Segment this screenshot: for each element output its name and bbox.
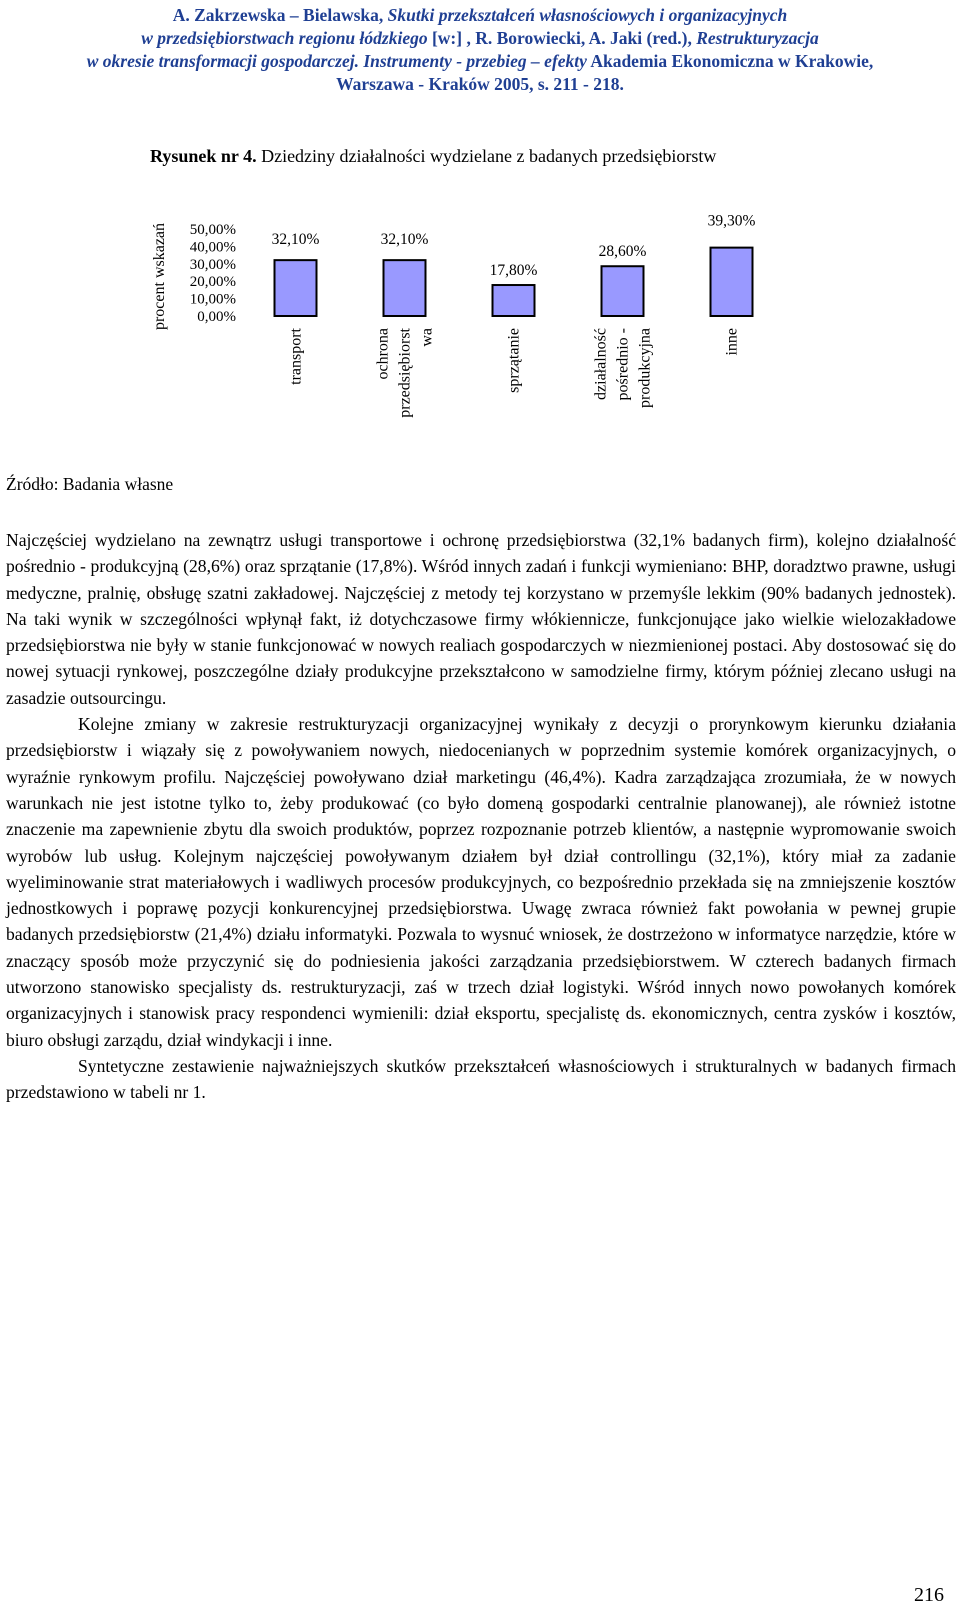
bar-chart <box>140 205 780 445</box>
x-tick-label: pośrednio - <box>614 328 632 401</box>
data-label: 28,60% <box>598 243 647 261</box>
y-tick-label: 30,00% <box>189 256 236 273</box>
x-tick-label: transport <box>287 328 305 385</box>
paragraph: Najczęściej wydzielano na zewnątrz usługi transportowe i ochronę przedsiębiorstwa (32,1% badanych firm), kolejno działalność pośrednio - produkcyjną (28,6%) oraz sprzątanie (17,8%). Wśród innych zadań i funkcji wymieniano: BHP, doradztwo prawne, usługi medyczne, pralnię, obsługę szatni zakładowej. Najczęściej z metody tej korzystano w przemyśle lekkim (90% badanych jednostek). Na taki wynik w szczególności wpłynął fakt, iż dotychczasowe firmy włókiennicze, funkcjonujące jako wielkie wielozakładowe przedsiębiorstwa nie były w stanie funkcjonować w nowych realiach gospodarczych w niezmienionej postaci. Aby dostosować się do nowej sytuacji rynkowej, poszczególne działy produkcyjne przekształcono w samodzielne firmy, którym później zlecano usługi na zasadzie outsourcingu. <box>6 530 956 708</box>
data-label: 32,10% <box>271 231 320 249</box>
citation-line-2: w przedsiębiorstwach regionu łódzkiego [w:] , R. Borowiecki, A. Jaki (red.), Restrukturyzacja <box>141 28 819 48</box>
citation-line-4: Warszawa - Kraków 2005, s. 211 - 218. <box>336 74 624 94</box>
bar <box>493 285 535 316</box>
y-tick-label: 0,00% <box>197 309 236 325</box>
citation-line-3: w okresie transformacji gospodarczej. Instrumenty - przebieg – efekty Akademia Ekonomiczna w Krakowie, <box>86 51 874 71</box>
y-tick-label: 10,00% <box>189 291 236 308</box>
figure-title: Dziedziny działalności wydzielane z badanych przedsiębiorstw <box>256 146 717 166</box>
bar <box>602 266 644 316</box>
bar <box>384 260 426 316</box>
bar <box>275 260 317 316</box>
x-tick-label: działalność <box>592 328 610 400</box>
body-text <box>6 527 956 1106</box>
x-tick-label: produkcyjna <box>636 328 654 408</box>
y-tick-label: 20,00% <box>189 274 236 291</box>
y-axis-label: procent wskazań <box>151 222 168 331</box>
source-note: Źródło: Badania własne <box>6 474 174 494</box>
x-tick-label: przedsiębiorst <box>396 328 414 418</box>
paragraph: Kolejne zmiany w zakresie restrukturyzacji organizacyjnej wynikały z decyzji o prorynkowym kierunku działania przedsiębiorstw i wiązały się z powoływaniem nowych, niedocenianych w poprzednim systemie komórek organizacyjnych, o wyraźnie rynkowym profilu. Najczęściej powoływano dział marketingu (46,4%). Kadra zarządzająca zrozumiała, że w nowych warunkach nie jest istotne tylko to, żeby produkować (co było domeną gospodarki centralnie planowanej), ale również istotne znaczenie ma zapewnienie zbytu dla swoich produktów, poprzez rozpoznanie potrzeb klientów, a następnie wypromowanie swoich wyrobów lub usług. Kolejnym najczęściej powoływanym działem był dział controllingu (32,1%), który miał za zadanie wyeliminowanie strat materiałowych i wadliwych procesów produkcyjnych, co bezpośrednio przekłada się na zmniejszenie kosztów jednostkowych i poprawę pozycji konkurencyjnej przedsiębiorstwa. Uwagę zwraca również fakt powołania w pewnej grupie badanych przedsiębiorstw (21,4%) działu informatyki. Pozwala to wysnuć wniosek, że dostrzeżono w informatyce narzędzie, które w znaczący sposób może przyczynić się do podniesienia jakości zarządzania przedsiębiorstwem. W czterech badanych firmach utworzono stanowisko specjalisty ds. restrukturyzacji, zaś w trzech dział logistyki. Wśród innych nowo powołanych komórek organizacyjnych i stanowisk pracy respondenci wymienili: dział eksportu, specjalistę ds. ekonomicznych, centra zysków i kosztów, biuro obsługi zarządu, dział windykacji i inne. <box>6 714 956 1050</box>
x-tick-label: sprzątanie <box>505 328 523 393</box>
x-tick-label: ochrona <box>374 328 392 380</box>
y-tick-label: 50,00% <box>189 222 236 238</box>
x-tick-label: inne <box>723 328 741 356</box>
bar <box>711 248 753 316</box>
page-number: 216 <box>914 1584 944 1606</box>
paragraph: Syntetyczne zestawienie najważniejszych skutków przekształceń własnościowych i strukturalnych w badanych firmach przedstawiono w tabeli nr 1. <box>6 1055 956 1103</box>
data-label: 32,10% <box>380 231 429 249</box>
x-tick-label: wa <box>418 328 436 347</box>
figure-label: Rysunek nr 4. <box>150 146 257 166</box>
y-tick-label: 40,00% <box>189 239 236 256</box>
citation-line-1: A. Zakrzewska – Bielawska, Skutki przekształceń własnościowych i organizacyjnych <box>172 5 788 25</box>
data-label: 17,80% <box>489 262 538 280</box>
citation-header <box>0 4 960 96</box>
figure-caption <box>150 146 716 167</box>
data-label: 39,30% <box>707 212 756 230</box>
